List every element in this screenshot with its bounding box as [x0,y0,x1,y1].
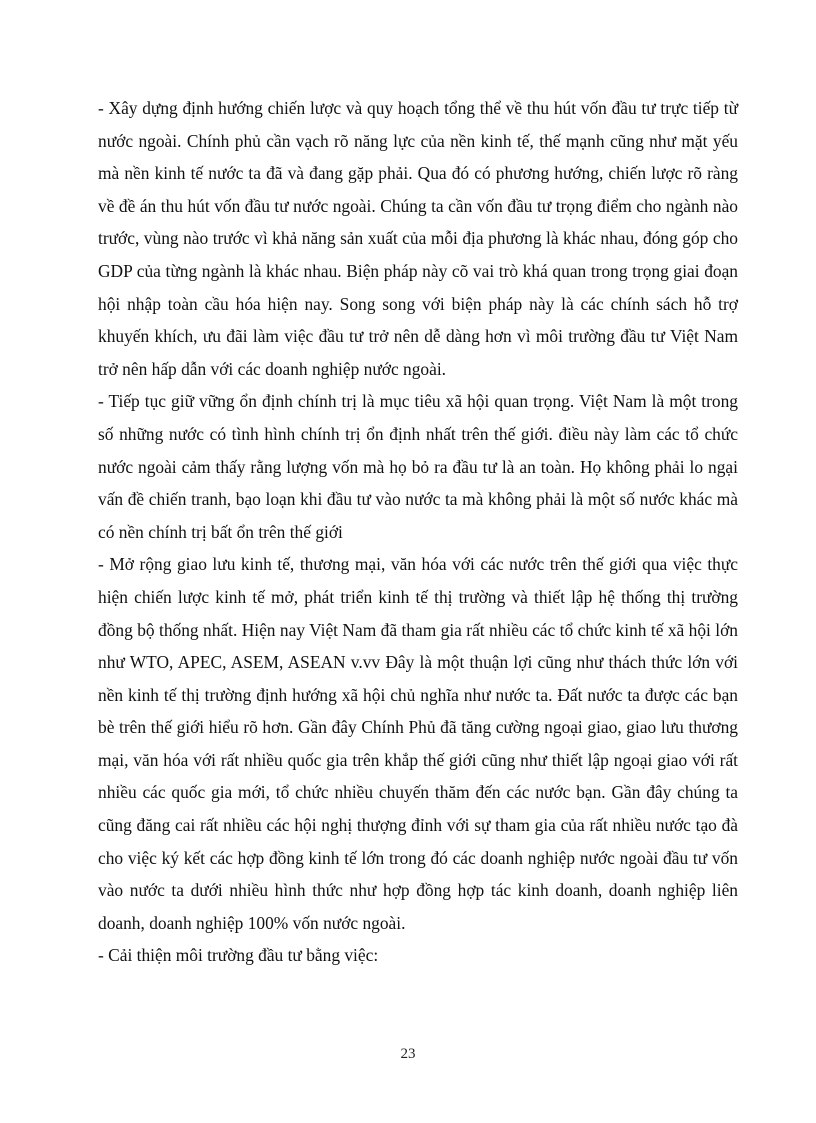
paragraph-strategy: - Xây dựng định hướng chiến lược và quy hoạch tổng thể về thu hút vốn đầu tư trực tiếp từ nước ngoài. Chính phủ cần vạch rõ năng lực của nền kinh tế, thế mạnh cũng như mặt yếu mà nền kinh tế nước ta đã và đang gặp phải. Qua đó có phương hướng, chiến lược rõ ràng về đề án thu hút vốn đầu tư nước ngoài. Chúng ta cần vốn đầu tư trọng điểm cho ngành nào trước, vùng nào trước vì khả năng sản xuất của mỗi địa phương là khác nhau, đóng góp cho GDP của từng ngành là khác nhau. Biện pháp này cõ vai trò khá quan trong trọng giai đoạn hội nhập toàn cầu hóa hiện nay. Song song với biện pháp này là các chính sách hỗ trợ khuyến khích, ưu đãi làm việc đầu tư trở nên dễ dàng hơn vì môi trường đầu tư Việt Nam trở nên hấp dẫn với các doanh nghiệp nước ngoài. [98,98,738,379]
paragraph-economic-exchange: - Mở rộng giao lưu kinh tế, thương mại, văn hóa với các nước trên thế giới qua việc thực hiện chiến lược kinh tế mở, phát triển kinh tế thị trường và thiết lập hệ thống thị trường đồng bộ thống nhất. Hiện nay Việt Nam đã tham gia rất nhiều các tổ chức kinh tế xã hội lớn như WTO, APEC, ASEM, ASEAN v.vv Đây là một thuận lợi cũng như thách thức lớn với nền kinh tế thị trường định hướng xã hội chủ nghĩa như nước ta. Đất nước ta được các bạn bè trên thế giới hiểu rõ hơn. Gần đây Chính Phủ đã tăng cường ngoại giao, giao lưu thương mại, văn hóa với rất nhiều quốc gia trên khắp thế giới cũng như thiết lập ngoại giao với rất nhiều các quốc gia mới, tổ chức nhiều chuyến thăm đến các nước bạn. Gần đây chúng ta cũng đăng cai rất nhiều các hội nghị thượng đỉnh với sự tham gia của rất nhiều nước tạo đà cho việc ký kết các hợp đồng kinh tế lớn trong đó các doanh nghiệp nước ngoài đầu tư vốn vào nước ta dưới nhiều hình thức như hợp đồng hợp tác kinh doanh, doanh nghiệp liên doanh, doanh nghiệp 100% vốn nước ngoài. [98,554,738,933]
paragraph-political-stability: - Tiếp tục giữ vững ổn định chính trị là mục tiêu xã hội quan trọng. Việt Nam là một trong số những nước có tình hình chính trị ổn định nhất trên thế giới. điều này làm các tổ chức nước ngoài cảm thấy rằng lượng vốn mà họ bỏ ra đầu tư là an toàn. Họ không phải lo ngại vấn đề chiến tranh, bạo loạn khi đầu tư vào nước ta mà không phải là một số nước khác mà có nền chính trị bất ổn trên thế giới [98,391,738,542]
paragraph-investment-environment: - Cải thiện môi trường đầu tư bằng việc: [98,945,379,966]
document-body [98,92,738,972]
page-number: 23 [400,1046,416,1062]
